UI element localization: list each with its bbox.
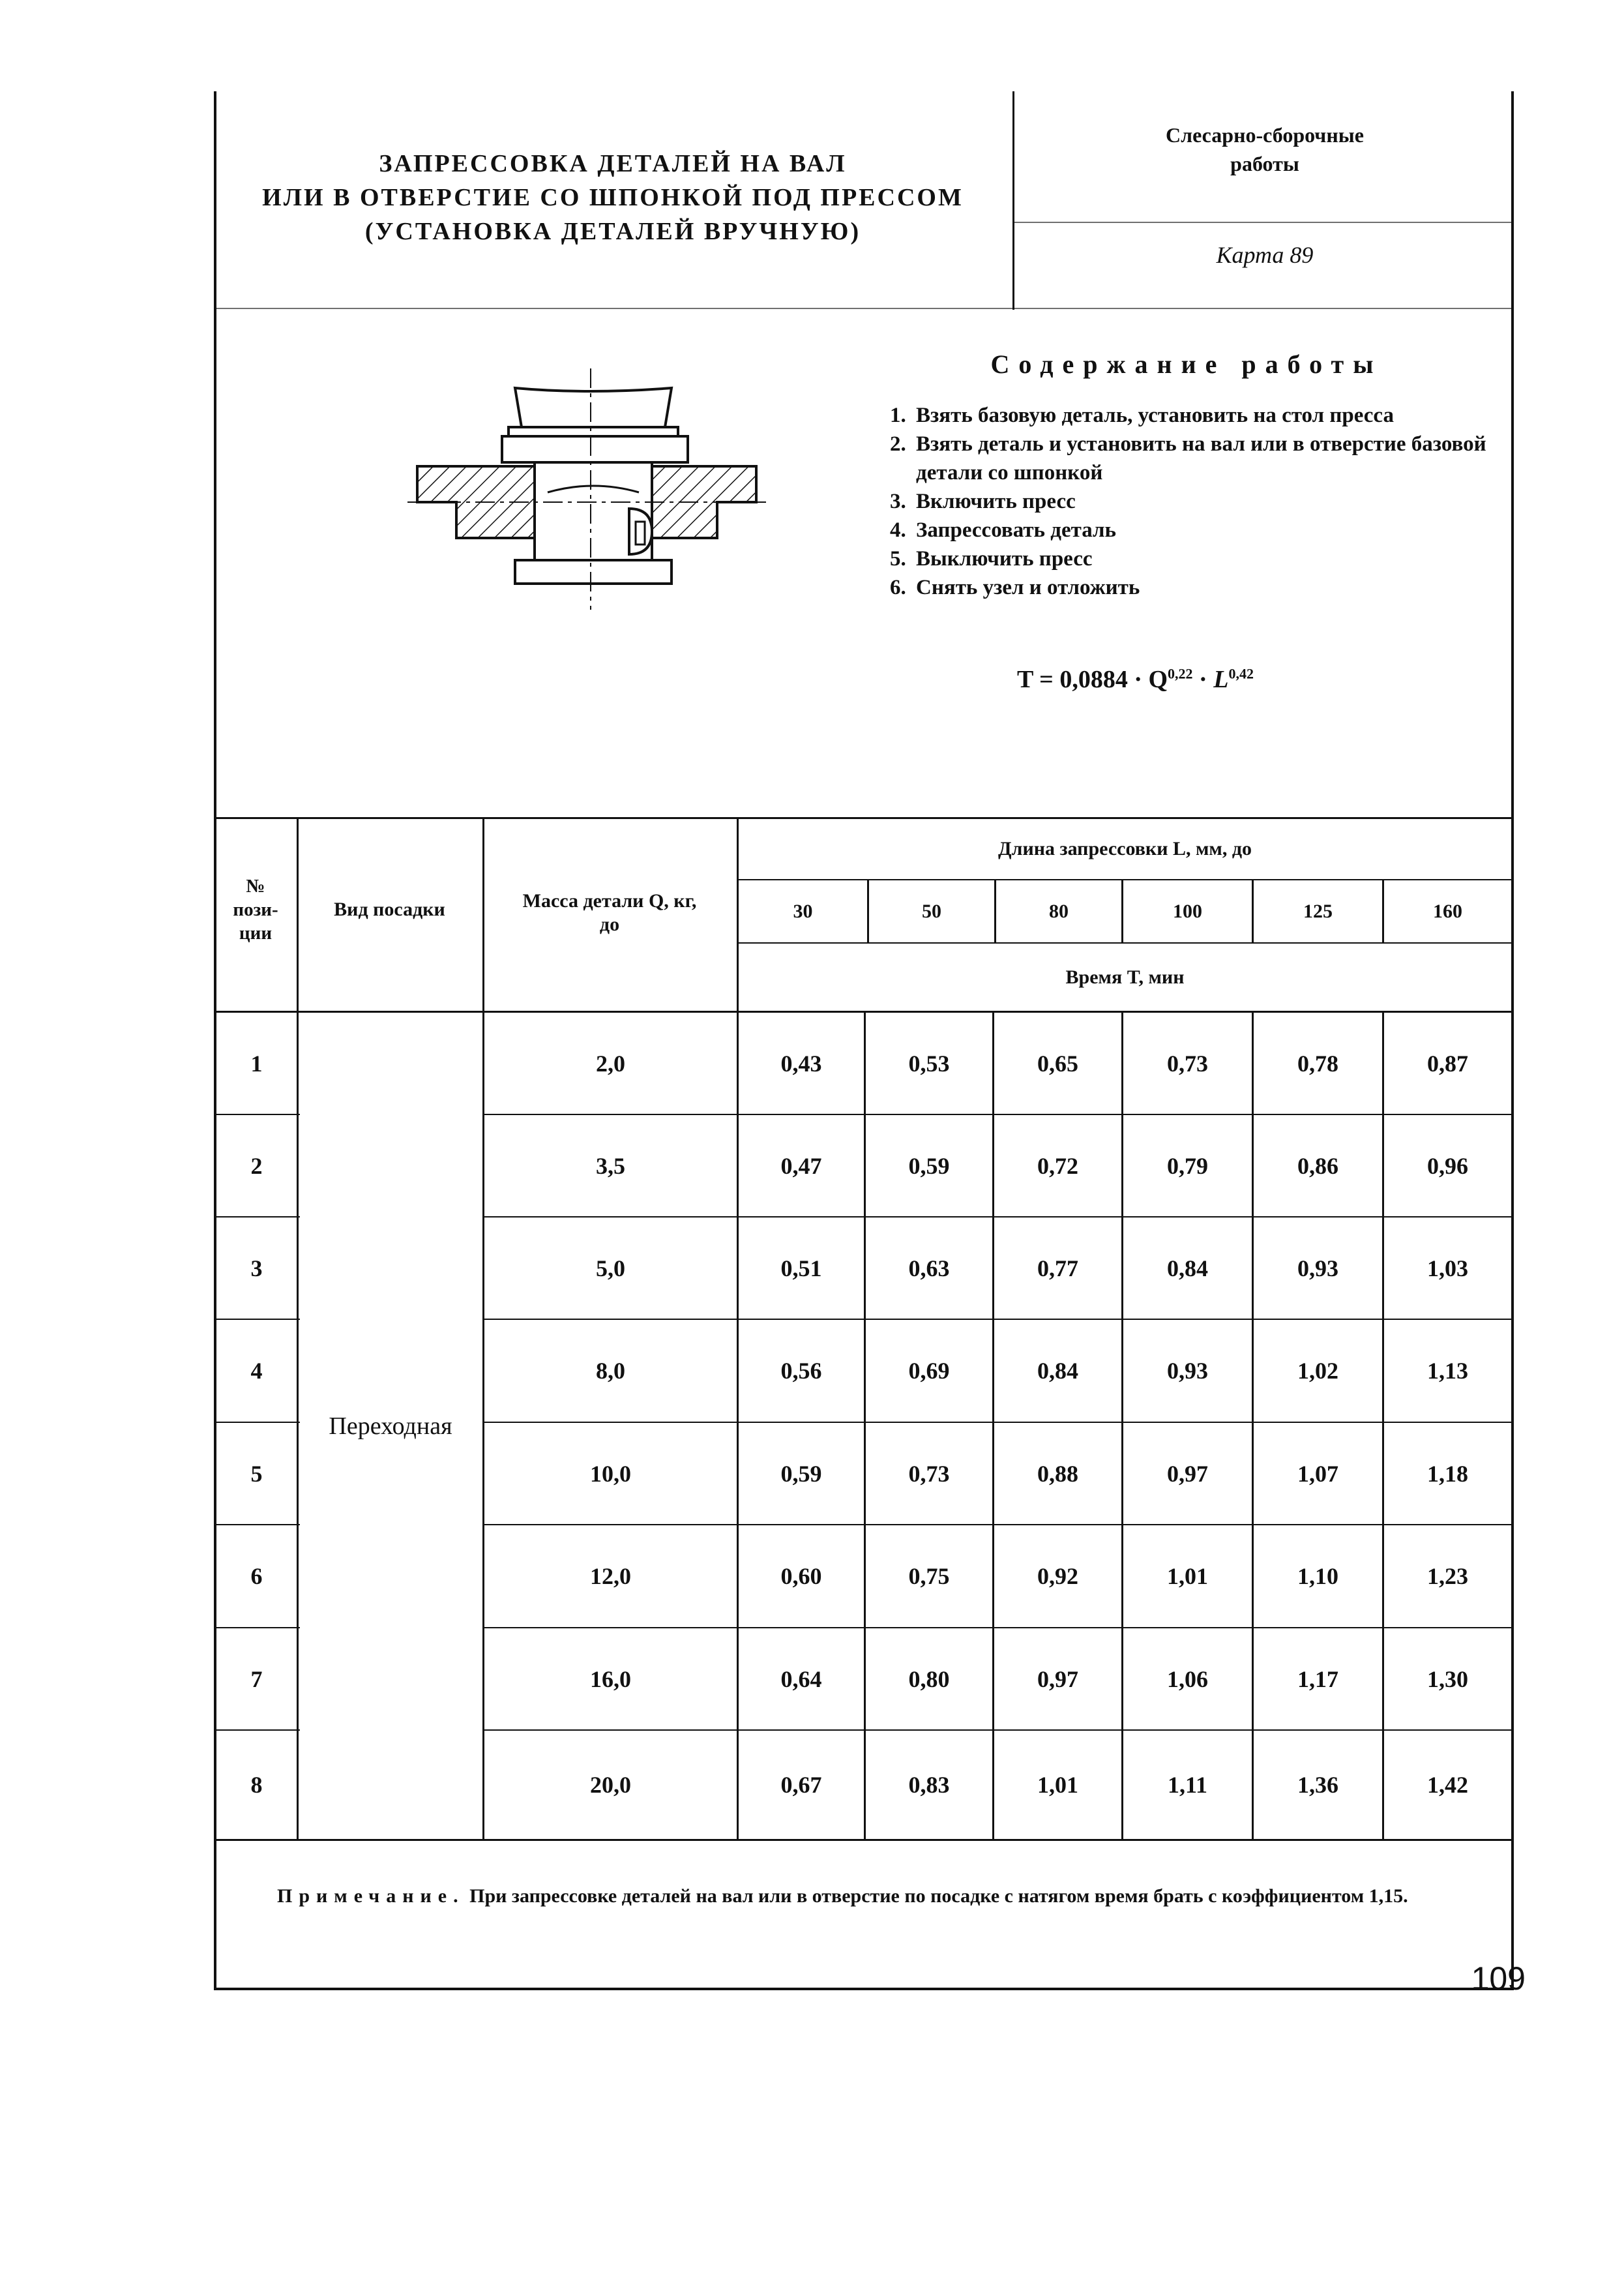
time-cell: 0,69	[908, 1358, 950, 1384]
time-cell: 0,80	[908, 1665, 950, 1692]
footnote	[277, 1881, 1513, 1911]
time-cell: 1,11	[1167, 1772, 1207, 1798]
length-value: 30	[793, 900, 813, 922]
formula-q-exponent: 0,22	[1168, 665, 1193, 682]
formula-l: L	[1213, 666, 1229, 693]
page-number: 109	[1471, 1960, 1526, 1997]
time-cell: 0,53	[908, 1050, 950, 1077]
time-cell: 1,01	[1167, 1563, 1208, 1589]
frame-bottom	[214, 1988, 1514, 1990]
time-cell: 1,13	[1427, 1358, 1468, 1384]
header-position: № пози-ции	[233, 876, 278, 944]
step-text: Запрессовать деталь	[916, 518, 1116, 542]
category-line-2: работы	[1230, 152, 1299, 175]
formula-dot: ·	[1192, 666, 1214, 693]
category-line-1: Слесарно-сборочные	[1166, 123, 1364, 147]
time-cell: 0,75	[908, 1563, 950, 1589]
time-cell: 0,79	[1167, 1152, 1208, 1179]
time-cell: 1,17	[1297, 1665, 1338, 1692]
page-title	[215, 147, 1011, 248]
length-value: 80	[1049, 900, 1069, 922]
time-cell: 0,96	[1427, 1152, 1468, 1179]
row-position: 1	[250, 1050, 263, 1077]
step-text: Снять узел и отложить	[916, 576, 1140, 599]
step-number: 2.	[890, 432, 906, 456]
time-cell: 0,73	[908, 1460, 950, 1487]
time-cell: 0,73	[1167, 1050, 1208, 1077]
row-mass: 2,0	[596, 1050, 625, 1077]
step-text: Выключить пресс	[916, 547, 1093, 571]
time-cell: 0,84	[1167, 1255, 1208, 1281]
time-cell: 0,97	[1037, 1665, 1078, 1692]
title-line-2: ИЛИ В ОТВЕРСТИЕ СО ШПОНКОЙ ПОД ПРЕССОМ	[262, 184, 964, 211]
time-cell: 0,77	[1037, 1255, 1078, 1281]
time-cell: 1,03	[1427, 1255, 1468, 1281]
title-line-1: ЗАПРЕССОВКА ДЕТАЛЕЙ НА ВАЛ	[379, 150, 847, 177]
header-time: Время T, мин	[1065, 966, 1185, 988]
row-position: 6	[250, 1563, 263, 1589]
formula-l-exponent: 0,42	[1228, 665, 1254, 682]
row-position: 8	[250, 1772, 263, 1798]
work-category	[1017, 121, 1513, 178]
length-value: 100	[1173, 900, 1202, 922]
header-bottom-divider	[216, 308, 1511, 309]
note-label: Примечание.	[277, 1885, 465, 1907]
step-text: Включить пресс	[916, 490, 1076, 513]
row-mass: 8,0	[596, 1358, 625, 1384]
row-mass: 10,0	[590, 1460, 631, 1487]
time-cell: 0,72	[1037, 1152, 1078, 1179]
time-cell: 1,06	[1167, 1665, 1208, 1692]
time-cell: 0,97	[1167, 1460, 1208, 1487]
time-formula	[1017, 665, 1408, 694]
row-mass: 12,0	[590, 1563, 631, 1589]
step-text: Взять деталь и установить на вал или в отверстие базовой детали со шпонкой	[916, 432, 1486, 485]
step-item	[890, 430, 1516, 487]
row-position: 5	[250, 1460, 263, 1487]
note-text: При запрессовке деталей на вал или в отверстие по посадке с натягом время брать с коэффициентом 1,15.	[469, 1885, 1408, 1907]
step-item	[890, 573, 1516, 602]
press-fit-drawing	[404, 362, 769, 623]
press-plate	[509, 427, 678, 436]
time-cell: 1,10	[1297, 1563, 1338, 1589]
time-cell: 0,78	[1297, 1050, 1338, 1077]
time-cell: 0,67	[780, 1772, 822, 1798]
step-text: Взять базовую деталь, установить на стол пресса	[916, 404, 1394, 427]
step-item	[890, 545, 1516, 573]
time-cell: 0,92	[1037, 1563, 1078, 1589]
time-cell: 0,63	[908, 1255, 950, 1281]
time-cell: 1,18	[1427, 1460, 1468, 1487]
time-cell: 0,83	[908, 1772, 950, 1798]
shaft-foot	[515, 560, 672, 584]
card-number: Карта 89	[1216, 242, 1314, 268]
header-fit-type: Вид посадки	[334, 899, 445, 920]
row-mass: 3,5	[596, 1152, 625, 1179]
step-item	[890, 516, 1516, 545]
row-mass: 5,0	[596, 1255, 625, 1281]
length-value: 50	[922, 900, 941, 922]
time-cell: 0,59	[780, 1460, 822, 1487]
step-number: 3.	[890, 490, 906, 513]
time-cell: 0,93	[1167, 1358, 1208, 1384]
step-number: 6.	[890, 576, 906, 599]
step-number: 4.	[890, 518, 906, 542]
time-cell: 1,01	[1037, 1772, 1078, 1798]
header-mass: Масса детали Q, кг, до	[522, 890, 697, 935]
time-cell: 0,87	[1427, 1050, 1468, 1077]
row-position: 7	[250, 1665, 263, 1692]
time-cell: 1,36	[1297, 1772, 1338, 1798]
press-ram	[515, 388, 672, 427]
time-cell: 0,93	[1297, 1255, 1338, 1281]
time-cell: 1,02	[1297, 1358, 1338, 1384]
row-position: 3	[250, 1255, 263, 1281]
row-mass: 16,0	[590, 1665, 631, 1692]
time-cell: 1,30	[1427, 1665, 1468, 1692]
time-cell: 0,65	[1037, 1050, 1078, 1077]
time-cell: 0,60	[780, 1563, 822, 1589]
time-cell: 1,07	[1297, 1460, 1338, 1487]
time-cell: 0,88	[1037, 1460, 1078, 1487]
work-content-heading: Содержание работы	[990, 350, 1383, 379]
formula-lhs: T = 0,0884 · Q	[1017, 666, 1168, 693]
fit-type-value: Переходная	[329, 1412, 452, 1440]
step-item	[890, 401, 1516, 430]
length-value: 125	[1303, 900, 1333, 922]
row-mass: 20,0	[590, 1772, 631, 1798]
length-value: 160	[1433, 900, 1462, 922]
time-cell: 0,64	[780, 1665, 822, 1692]
step-number: 1.	[890, 404, 906, 427]
time-cell: 0,47	[780, 1152, 822, 1179]
time-cell: 1,42	[1427, 1772, 1468, 1798]
time-cell: 0,84	[1037, 1358, 1078, 1384]
time-cell: 0,56	[780, 1358, 822, 1384]
header-category-divider	[1014, 222, 1511, 223]
time-cell: 0,59	[908, 1152, 950, 1179]
row-position: 2	[250, 1152, 263, 1179]
pressed-part	[502, 436, 688, 462]
step-number: 5.	[890, 547, 906, 571]
time-cell: 0,51	[780, 1255, 822, 1281]
step-item	[890, 487, 1516, 516]
row-position: 4	[250, 1358, 263, 1384]
time-cell: 1,23	[1427, 1563, 1468, 1589]
header-length: Длина запрессовки L, мм, до	[997, 838, 1252, 859]
time-cell: 0,43	[780, 1050, 822, 1077]
title-line-3: (УСТАНОВКА ДЕТАЛЕЙ ВРУЧНУЮ)	[364, 218, 861, 245]
time-cell: 0,86	[1297, 1152, 1338, 1179]
header-divider-vertical	[1012, 91, 1014, 310]
work-steps	[890, 401, 1516, 602]
